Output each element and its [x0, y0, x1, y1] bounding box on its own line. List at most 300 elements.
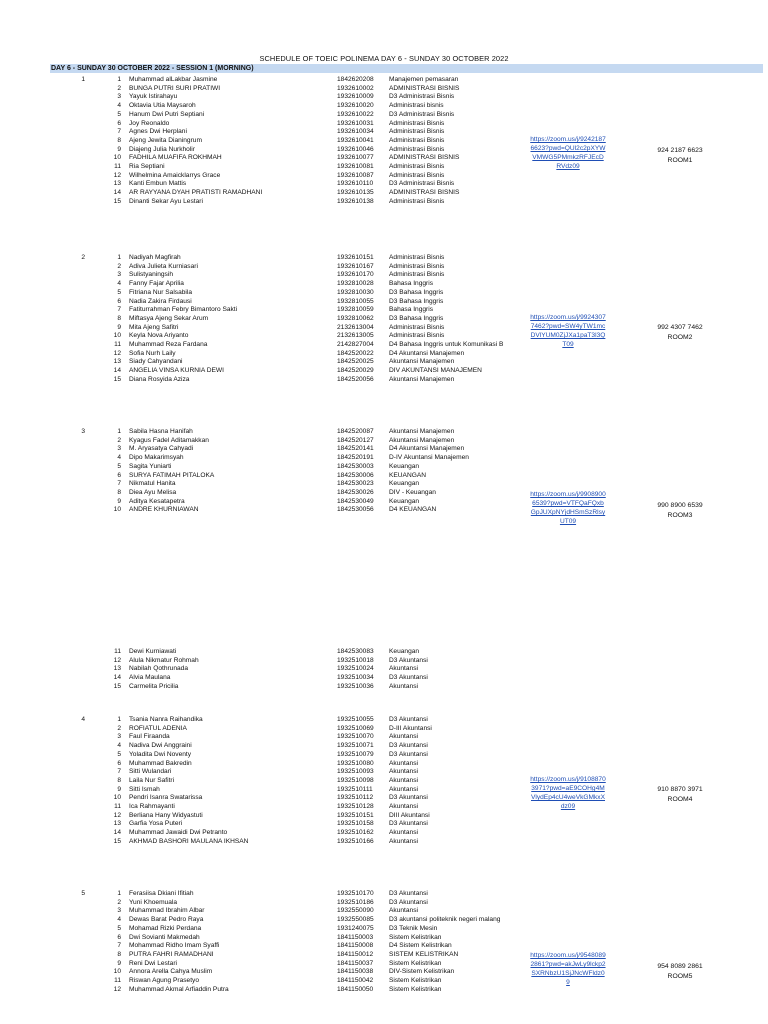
- participant-number: 15: [113, 837, 121, 845]
- participant-number: 10: [113, 332, 121, 340]
- participant-study-program: D3 Akuntansi: [389, 716, 428, 723]
- participant-name: Nabilah Qothrunada: [129, 665, 189, 673]
- participant-nim: 1841150038: [337, 968, 374, 976]
- participant-nim: 1932610170: [337, 271, 374, 279]
- participant-nim: 1932510034: [337, 674, 374, 682]
- participant-nim: 1932510093: [337, 768, 374, 776]
- participant-nim: 1932810030: [337, 288, 374, 296]
- participant-study-program: Sistem Kelistrikan: [389, 977, 442, 984]
- participant-nim: 1932810059: [337, 306, 374, 314]
- participant-number: 6: [117, 119, 121, 127]
- participant-name: ROFIATUL ADENIA: [129, 724, 187, 732]
- participant-number: 9: [117, 145, 121, 153]
- participant-study-program: D3 Administrasi Bisnis: [389, 93, 455, 101]
- participant-name: Nikmatul Hanita: [129, 480, 176, 488]
- participant-study-program: ADMINISTRASI BISNIS: [389, 154, 460, 162]
- participant-name: AKHMAD BASHORI MAULANA IKHSAN: [129, 837, 249, 845]
- participant-nim: 1932510018: [337, 656, 374, 664]
- participant-study-program: Keuangan: [389, 648, 420, 655]
- participant-number: 6: [117, 471, 121, 479]
- participant-nim: 1932510128: [337, 803, 374, 810]
- participant-nim: 1842530083: [337, 648, 374, 655]
- participant-number: 3: [117, 271, 121, 279]
- participant-nim: 1932510170: [337, 890, 374, 897]
- participant-row: [0, 837, 768, 846]
- participant-number: 11: [114, 341, 121, 348]
- participant-nim: 1932550085: [337, 916, 374, 924]
- participant-number: 12: [113, 171, 121, 179]
- document-title: SCHEDULE OF TOEIC POLINEMA DAY 6 - SUNDAY 30 OCTOBER 2022: [259, 54, 509, 63]
- participant-nim: 1932610167: [337, 262, 374, 270]
- participant-study-program: Manajemen pemasaran: [389, 76, 459, 83]
- participant-study-program: Akuntansi: [389, 803, 418, 810]
- participant-row: [0, 682, 768, 691]
- participant-number: 11: [114, 977, 121, 984]
- participant-study-program: D-IV Akuntansi Manajemen: [389, 454, 469, 462]
- participant-nim: 2132613005: [337, 332, 374, 340]
- participant-study-program: Akuntansi: [389, 907, 418, 915]
- participant-study-program: Administrasi Bisnis: [389, 171, 445, 179]
- participant-nim: 2142827004: [337, 341, 374, 348]
- participant-study-program: Akuntansi: [389, 829, 418, 837]
- participant-number: 13: [113, 180, 121, 188]
- participant-study-program: Administrasi Bisnis: [389, 136, 445, 144]
- participant-name: SURYA FATIMAH PITALOKA: [129, 471, 215, 479]
- participant-name: Sofia Nurh Laily: [129, 349, 176, 357]
- participant-number: 4: [117, 454, 121, 462]
- participant-study-program: Administrasi Bisnis: [389, 119, 445, 127]
- participant-study-program: Akuntansi: [389, 776, 418, 784]
- participant-nim: 1842530003: [337, 462, 374, 470]
- participant-name: Ica Rahmayanti: [129, 803, 175, 810]
- participant-name: Oktavia Utia Maysaroh: [129, 102, 196, 110]
- participant-number: 7: [117, 306, 121, 314]
- participant-row: [0, 906, 768, 915]
- participant-name: Kanti Embun Mattis: [129, 180, 187, 188]
- participant-number: 10: [113, 968, 121, 976]
- participant-row: [0, 110, 768, 119]
- participant-row: [0, 75, 768, 84]
- participant-row: [0, 647, 768, 656]
- participant-name: ANDRE KHURNIAWAN: [129, 506, 199, 514]
- participant-name: Faul Firaanda: [129, 733, 170, 741]
- participant-name: Yayuk Istirahayu: [129, 93, 178, 101]
- participant-number: 1: [117, 428, 121, 435]
- participant-name: Aditya Kesatapetra: [129, 497, 185, 505]
- participant-number: 3: [117, 733, 121, 741]
- participant-name: Fitriana Nur Salsabila: [129, 288, 193, 296]
- participant-study-program: Akuntansi: [389, 759, 418, 767]
- participant-name: Diajeng Julia Nurkholir: [129, 145, 195, 153]
- participant-row: [0, 136, 768, 145]
- participant-number: 12: [113, 349, 121, 357]
- participant-number: 12: [113, 656, 121, 664]
- participant-study-program: Bahasa Inggris: [389, 280, 433, 288]
- participant-row: [0, 197, 768, 206]
- participant-nim: 1932510055: [337, 716, 374, 723]
- participant-study-program: D3 Administrasi Bisnis: [389, 110, 455, 118]
- group-number: 4: [81, 716, 85, 723]
- participant-name: Muhammad Ibrahim Albar: [129, 907, 205, 915]
- room-label: ROOM4: [667, 796, 693, 803]
- participant-row: [0, 427, 768, 436]
- participant-nim: 1842520022: [337, 349, 374, 357]
- participant-study-program: Administrasi Bisnis: [389, 254, 445, 261]
- participant-name: Fanny Fajar Aprilia: [129, 280, 184, 288]
- participant-name: Alvia Maulana: [129, 674, 171, 682]
- participant-nim: 1932610087: [337, 171, 374, 179]
- participant-nim: 1932610020: [337, 102, 374, 110]
- participant-name: Annora Arella Cahya Muslim: [129, 968, 213, 976]
- zoom-meeting-link[interactable]: https://zoom.us/j/99089006539?pwd=VTFQaFQxbGpJUXpNYjdHSmSzRlsyUT09: [530, 491, 606, 525]
- participant-study-program: Administrasi Bisnis: [389, 271, 445, 279]
- zoom-meeting-link[interactable]: https://zoom.us/j/92421876623?pwd=QUl2c2pXYWVMWG5PMmkzRFJEcDRVdz09: [530, 136, 606, 170]
- participant-row: [0, 188, 768, 197]
- participant-number: 13: [113, 665, 121, 673]
- participant-study-program: D4 Akuntansi Manajemen: [389, 445, 465, 453]
- participant-name: Carmelita Pricilia: [129, 682, 179, 690]
- participant-nim: 1932510098: [337, 776, 374, 784]
- participant-row: [0, 941, 768, 950]
- participant-number: 11: [114, 163, 121, 170]
- participant-study-program: Sistem Kelistrikan: [389, 933, 442, 941]
- participant-nim: 1842520087: [337, 428, 374, 435]
- room-label: ROOM3: [667, 512, 693, 519]
- participant-study-program: Akuntansi: [389, 682, 418, 690]
- participant-nim: 1932510079: [337, 750, 374, 758]
- participant-name: Sitti Ismah: [129, 785, 160, 793]
- participant-row: [0, 724, 768, 733]
- participant-row: [0, 656, 768, 665]
- participant-study-program: D3 Akuntansi: [389, 794, 428, 802]
- participant-name: Laila Nur Safitri: [129, 776, 175, 784]
- participant-study-program: D3 Teknik Mesin: [389, 924, 438, 932]
- zoom-meeting-link[interactable]: https://zoom.us/j/99243077462?pwd=SW4yTW1mcDVlYUM0ZjJXa1paT3l3QT09: [530, 314, 606, 348]
- participant-study-program: D3 akuntansi politeknik negeri malang: [389, 916, 501, 924]
- participant-row: [0, 84, 768, 93]
- participant-nim: 1841150008: [337, 942, 374, 950]
- participant-nim: 1932610077: [337, 154, 374, 162]
- participant-nim: 1932610009: [337, 93, 374, 101]
- participant-nim: 1932550090: [337, 907, 374, 915]
- participant-study-program: Administrasi Bisnis: [389, 145, 445, 153]
- participant-name: Diana Rosyida Aziza: [129, 375, 190, 383]
- participant-name: Garfia Yosa Puteri: [129, 820, 183, 828]
- participant-row: [0, 462, 768, 471]
- participant-nim: 1932510151: [337, 811, 374, 819]
- participant-study-program: D4 Sistem Kelistrikan: [389, 942, 452, 950]
- participant-number: 7: [117, 942, 121, 950]
- participant-nim: 1842520191: [337, 454, 374, 462]
- participant-nim: 1841150050: [337, 985, 374, 993]
- room-label: ROOM5: [667, 973, 693, 980]
- participant-number: 14: [113, 674, 121, 682]
- participant-nim: 1932510111: [337, 785, 373, 793]
- participant-name: BUNGA PUTRI SURI PRATIWI: [129, 84, 221, 92]
- day-session-header: DAY 6 - SUNDAY 30 OCTOBER 2022 - SESSION 1 (MORNING): [50, 64, 763, 73]
- participant-number: 9: [117, 323, 121, 331]
- participant-name: Sagita Yuniarti: [129, 462, 172, 470]
- participant-number: 4: [117, 742, 121, 750]
- participant-row: [0, 664, 768, 673]
- participant-name: Mohammad Ridho Imam Syaffi: [129, 942, 220, 950]
- group-number: 5: [81, 890, 85, 897]
- participant-study-program: ADMINISTRASI BISNIS: [389, 84, 460, 92]
- participant-row: [0, 314, 768, 323]
- participant-number: 12: [113, 985, 121, 993]
- participant-name: Dinanti Sekar Ayu Lestari: [129, 197, 203, 205]
- participant-row: [0, 732, 768, 741]
- participant-name: Berliana Hany Widyastuti: [129, 811, 203, 819]
- participant-number: 10: [113, 794, 121, 802]
- participant-study-program: Akuntansi: [389, 665, 418, 673]
- participant-nim: 1931240075: [337, 924, 374, 932]
- participant-name: Hanum Dwi Putri Septiani: [129, 110, 205, 118]
- participant-number: 9: [117, 959, 121, 967]
- participant-row: [0, 759, 768, 768]
- participant-number: 2: [117, 84, 121, 92]
- participant-number: 1: [117, 76, 121, 83]
- participant-nim: 2132613004: [337, 323, 374, 331]
- participant-number: 6: [117, 297, 121, 305]
- participant-row: [0, 819, 768, 828]
- participant-number: 14: [113, 189, 121, 197]
- participant-row: [0, 101, 768, 110]
- participant-study-program: D3 Akuntansi: [389, 750, 428, 758]
- meeting-info: [640, 323, 720, 343]
- participant-number: 8: [117, 136, 121, 144]
- participant-name: Mohamad Rizki Perdana: [129, 924, 202, 932]
- participant-number: 1: [117, 890, 121, 897]
- participant-nim: 1932510024: [337, 665, 374, 673]
- participant-nim: 1842520127: [337, 436, 374, 444]
- participant-nim: 1932510162: [337, 829, 374, 837]
- participant-row: [0, 349, 768, 358]
- participant-nim: 1932510158: [337, 820, 374, 828]
- participant-number: 4: [117, 916, 121, 924]
- participant-name: Mita Ajeng Safitri: [129, 323, 179, 331]
- participant-nim: 1842520056: [337, 375, 374, 383]
- participant-study-program: D4 Bahasa Inggris untuk Komunikasi B: [389, 341, 504, 348]
- participant-study-program: Administrasi Bisnis: [389, 332, 445, 340]
- participant-number: 2: [117, 262, 121, 270]
- participant-number: 7: [117, 480, 121, 488]
- meeting-id: 992 4307 7462: [657, 324, 703, 331]
- participant-name: Dwi Sovianti Makmedah: [129, 933, 200, 941]
- participant-study-program: Akuntansi: [389, 768, 418, 776]
- participant-number: 6: [117, 933, 121, 941]
- participant-row: [0, 933, 768, 942]
- participant-nim: 1841150037: [337, 959, 374, 967]
- participant-study-program: Sistem Kelistrikan: [389, 985, 442, 993]
- participant-nim: 1932510186: [337, 898, 374, 906]
- participant-nim: 1842530049: [337, 497, 374, 505]
- participant-number: 1: [117, 716, 121, 723]
- participant-number: 1: [117, 254, 121, 261]
- participant-nim: 1932610041: [337, 136, 374, 144]
- participant-study-program: D3 Bahasa Inggris: [389, 314, 444, 322]
- participant-row: [0, 776, 768, 785]
- participant-number: 9: [117, 785, 121, 793]
- participant-name: ANGELIA VINSA KURNIA DEWI: [129, 367, 224, 375]
- participant-number: 8: [117, 950, 121, 958]
- participant-nim: 1932810055: [337, 297, 374, 305]
- participant-study-program: D3 Akuntansi: [389, 820, 428, 828]
- participant-nim: 1842530026: [337, 488, 374, 496]
- participant-study-program: DIV AKUNTANSI MANAJEMEN: [389, 367, 482, 375]
- meeting-id: 910 8870 3971: [657, 786, 703, 793]
- participant-study-program: D3 Administrasi Bisnis: [389, 180, 455, 188]
- participant-nim: 1932510036: [337, 682, 374, 690]
- participant-name: Pendri Isanra Swatarissa: [129, 794, 203, 802]
- participant-number: 2: [117, 724, 121, 732]
- participant-name: Muhammad Jawaidi Dwi Petranto: [129, 829, 228, 837]
- participant-row: [0, 915, 768, 924]
- participant-study-program: KEUANGAN: [389, 471, 427, 479]
- participant-study-program: D4 KEUANGAN: [389, 506, 437, 514]
- participant-number: 3: [117, 907, 121, 915]
- participant-number: 7: [117, 128, 121, 136]
- participant-nim: 1842530023: [337, 480, 374, 488]
- meeting-id: 990 8900 6539: [657, 502, 703, 509]
- participant-study-program: Bahasa Inggris: [389, 306, 433, 314]
- participant-row: [0, 171, 768, 180]
- participant-nim: 1842520141: [337, 445, 374, 453]
- participant-nim: 1932510080: [337, 759, 374, 767]
- participant-row: [0, 357, 768, 366]
- participant-number: 3: [117, 445, 121, 453]
- participant-number: 13: [113, 358, 121, 366]
- participant-row: [0, 950, 768, 959]
- participant-number: 15: [113, 375, 121, 383]
- participant-nim: 1932610110: [337, 180, 374, 188]
- participant-row: [0, 741, 768, 750]
- zoom-meeting-link[interactable]: https://zoom.us/j/91088703971?pwd=aE9COHg4MVlydEp4cU4weVkGMkxXdz09: [530, 776, 606, 810]
- participant-number: 8: [117, 776, 121, 784]
- participant-name: Muhammad Reza Fardana: [129, 341, 208, 348]
- participant-row: [0, 366, 768, 375]
- participant-study-program: DIV - Keuangan: [389, 488, 436, 496]
- participant-name: Miftasya Ajeng Sekar Arum: [129, 314, 209, 322]
- participant-row: [0, 262, 768, 271]
- participant-name: Keyla Nova Ariyanto: [129, 332, 189, 340]
- participant-study-program: Keuangan: [389, 480, 420, 488]
- participant-study-program: Administrasi Bisnis: [389, 323, 445, 331]
- participant-study-program: D3 Bahasa Inggris: [389, 297, 444, 305]
- participant-row: [0, 471, 768, 480]
- participant-study-program: Keuangan: [389, 462, 420, 470]
- group-number: 2: [81, 254, 85, 261]
- participant-nim: 1841150003: [337, 933, 374, 941]
- participant-name: Muhammad alLakbar Jasmine: [129, 76, 218, 83]
- participant-nim: 1932510166: [337, 837, 374, 845]
- participant-nim: 1841150042: [337, 977, 374, 984]
- participant-study-program: Akuntansi: [389, 785, 418, 793]
- participant-number: 14: [113, 367, 121, 375]
- participant-number: 4: [117, 102, 121, 110]
- participant-name: Tsania Nanra Raihandika: [129, 716, 203, 723]
- participant-name: Ferasiisa Dkiani Ifitiah: [129, 890, 194, 897]
- participant-study-program: Akuntansi Manajemen: [389, 436, 455, 444]
- participant-row: [0, 119, 768, 128]
- participant-nim: 1932610046: [337, 145, 374, 153]
- participant-number: 6: [117, 759, 121, 767]
- participant-row: [0, 924, 768, 933]
- participant-number: 12: [113, 811, 121, 819]
- participant-nim: 1932610002: [337, 84, 374, 92]
- participant-row: [0, 375, 768, 384]
- participant-name: M. Aryasatya Cahyadi: [129, 445, 194, 453]
- participant-row: [0, 898, 768, 907]
- participant-number: 9: [117, 497, 121, 505]
- participant-nim: 1932510112: [337, 794, 374, 802]
- participant-study-program: Administrasi Bisnis: [389, 163, 445, 170]
- participant-study-program: Akuntansi Manajemen: [389, 358, 455, 366]
- participant-study-program: Akuntansi Manajemen: [389, 428, 455, 435]
- participant-number: 14: [113, 829, 121, 837]
- participant-row: [0, 985, 768, 994]
- participant-row: [0, 297, 768, 306]
- participant-study-program: Administrasi Bisnis: [389, 197, 445, 205]
- participant-name: Adiva Julieta Kurniasari: [129, 262, 198, 270]
- participant-number: 13: [113, 820, 121, 828]
- participant-nim: 1842530056: [337, 506, 374, 514]
- participant-nim: 1932510071: [337, 742, 374, 750]
- participant-name: Muhammad Bakredin: [129, 759, 192, 767]
- participant-name: Siady Cahyandani: [129, 358, 183, 366]
- meeting-id: 954 8089 2861: [657, 963, 703, 970]
- participant-row: [0, 750, 768, 759]
- participant-name: Sulistyaningsih: [129, 271, 173, 279]
- room-label: ROOM2: [667, 334, 693, 341]
- participant-study-program: D-III Akuntansi: [389, 724, 432, 732]
- participant-study-program: DIV-Sistem Kelistrikan: [389, 968, 455, 976]
- participant-study-program: Administrasi Bisnis: [389, 128, 445, 136]
- participant-study-program: ADMINISTRASI BISNIS: [389, 189, 460, 197]
- participant-name: Sabila Hasna Hanifah: [129, 428, 193, 435]
- participant-study-program: D4 Akuntansi Manajemen: [389, 349, 465, 357]
- participant-number: 5: [117, 462, 121, 470]
- participant-name: Agnes Dwi Herplani: [129, 128, 187, 136]
- participant-number: 15: [113, 682, 121, 690]
- zoom-meeting-link[interactable]: https://zoom.us/j/95480892861?pwd=akJwLy9lckp2SXRNbzU1SjJNcWFldz09: [530, 952, 606, 986]
- room-label: ROOM1: [667, 157, 693, 164]
- participant-row: [0, 453, 768, 462]
- participant-nim: 1932610031: [337, 119, 374, 127]
- participant-study-program: D3 Akuntansi: [389, 898, 428, 906]
- participant-number: 4: [117, 280, 121, 288]
- participant-name: Nadiva Dwi Anggraini: [129, 742, 192, 750]
- participant-nim: 1932610034: [337, 128, 374, 136]
- participant-number: 7: [117, 768, 121, 776]
- participant-study-program: Administrasi Bisnis: [389, 262, 445, 270]
- meeting-info: [640, 962, 720, 982]
- participant-name: Reni Dwi Lestari: [129, 959, 178, 967]
- participant-name: Ajeng Jewita Dianingrum: [129, 136, 202, 144]
- participant-nim: 1842520025: [337, 358, 374, 366]
- participant-number: 5: [117, 924, 121, 932]
- participant-number: 10: [113, 506, 121, 514]
- participant-study-program: D3 Akuntansi: [389, 890, 428, 897]
- participant-name: Nadia Zakira Firdausi: [129, 297, 192, 305]
- participant-study-program: DIII Akuntansi: [389, 811, 430, 819]
- participant-row: [0, 179, 768, 188]
- participant-study-program: D3 Bahasa Inggris: [389, 288, 444, 296]
- participant-number: 8: [117, 314, 121, 322]
- participant-number: 2: [117, 436, 121, 444]
- participant-number: 3: [117, 93, 121, 101]
- participant-nim: 1842620208: [337, 76, 374, 83]
